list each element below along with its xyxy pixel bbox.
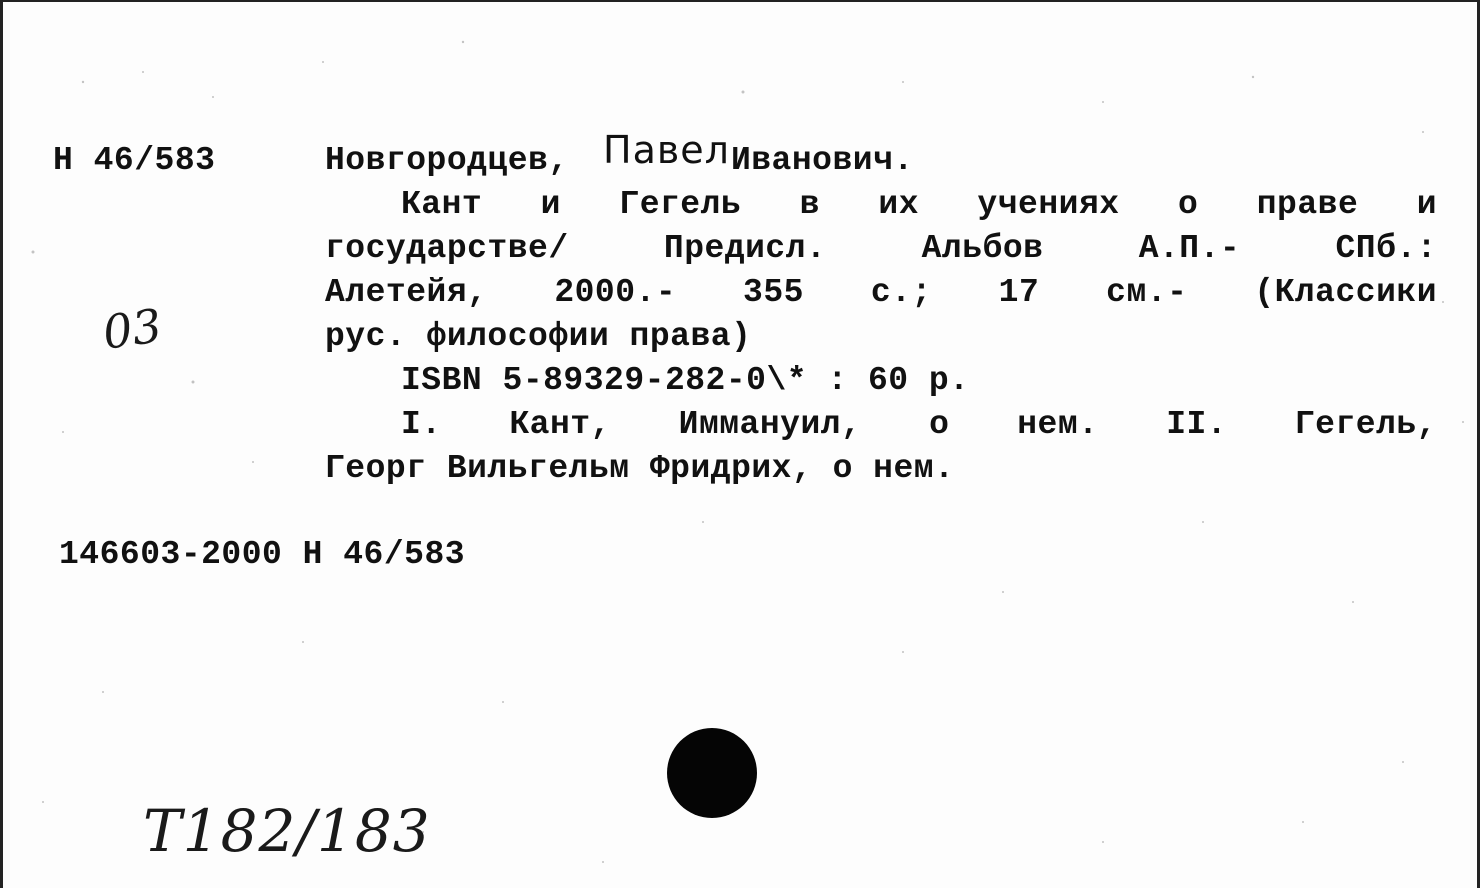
punch-hole-icon [666, 727, 758, 819]
margin-handwritten-mark: 03 [99, 298, 166, 360]
shelf-mark-handwriting: Т182/183 [143, 797, 431, 865]
author-handwritten-name: Павел [603, 128, 730, 172]
inventory-number: 146603-2000 Н 46/583 [59, 536, 466, 573]
series-line: рус. философии права) [325, 318, 752, 355]
author-patronymic: Иванович. [710, 142, 914, 179]
title-line: Кант и Гегель в их учениях о праве и [401, 186, 1437, 223]
subject-line: Георг Вильгельм Фридрих, о нем. [325, 450, 955, 487]
isbn-line: ISBN 5-89329-282-0\* : 60 р. [401, 362, 970, 399]
subject-line: I. Кант, Иммануил, о нем. II. Гегель, [401, 406, 1437, 443]
imprint-line: Алетейя, 2000.- 355 с.; 17 см.- (Классики [325, 274, 1437, 311]
author-surname: Новгородцев, [325, 142, 569, 179]
title-line: государстве/ Предисл. Альбов А.П.- СПб.: [325, 230, 1437, 267]
call-number: Н 46/583 [53, 142, 216, 179]
